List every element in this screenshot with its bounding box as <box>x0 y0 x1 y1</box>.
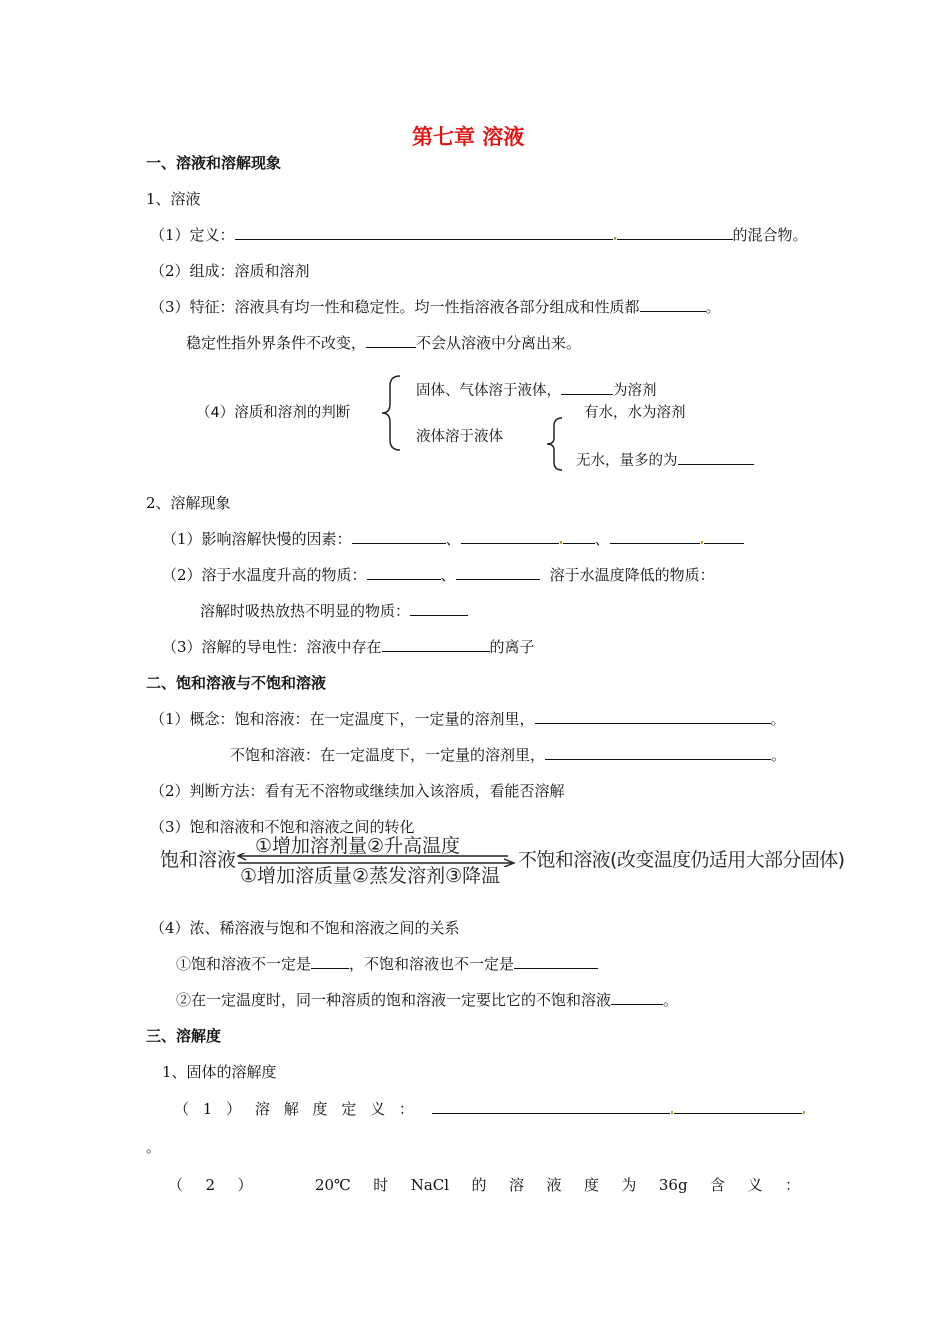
char: 20℃ <box>314 1176 351 1194</box>
blank-field[interactable] <box>311 954 349 969</box>
char: 义 <box>370 1100 386 1118</box>
temp-rise-text: （2）溶于水温度升高的物质： <box>162 566 367 584</box>
blank-field[interactable] <box>235 225 613 240</box>
blank-field[interactable] <box>456 565 540 580</box>
brace-outer-icon <box>378 374 408 452</box>
separator: 、 <box>440 566 456 584</box>
gas-solid-text-b: 为溶剂 <box>613 383 657 399</box>
no-water-line <box>576 450 754 471</box>
concept-saturated-line <box>150 709 786 729</box>
concept-unsaturated-text: 不饱和溶液：在一定温度下，一定量的溶剂里， <box>230 746 546 764</box>
char: 的 <box>471 1176 487 1194</box>
char: ） <box>237 1176 253 1194</box>
solubility-definition-label <box>174 1099 414 1119</box>
feature-text: （3）特征：溶液具有均一性和稳定性。均一性指溶液各部分组成和性质都 <box>150 298 640 316</box>
temperature-line <box>162 565 715 585</box>
subheading-dissolution: 2、溶解现象 <box>146 494 231 512</box>
gas-solid-line <box>416 380 657 401</box>
nacl-meaning-line <box>168 1175 800 1195</box>
feature-end: 。 <box>705 298 721 316</box>
blank-field[interactable] <box>704 529 744 544</box>
char: ） <box>226 1100 242 1118</box>
stability-text-b: 不会从溶液中分离出来。 <box>416 334 582 352</box>
formula-left: 饱和溶液 <box>160 849 237 871</box>
blank-field[interactable] <box>382 637 490 652</box>
dot-mark <box>560 541 562 544</box>
dot-mark <box>803 1111 805 1114</box>
char: NaCl <box>410 1176 450 1194</box>
char: 度 <box>583 1176 599 1194</box>
relation-line-1 <box>176 954 598 974</box>
char: ： <box>784 1176 800 1194</box>
relation-2-text-b: 。 <box>663 991 679 1009</box>
dot-mark <box>614 237 616 240</box>
factors-line <box>162 529 744 549</box>
char: 义 <box>747 1176 763 1194</box>
solubility-definition-end: 。 <box>146 1138 162 1156</box>
concept-unsaturated-line <box>230 745 786 765</box>
blank-field[interactable] <box>410 601 468 616</box>
dot-mark <box>671 1111 673 1114</box>
composition-line: （2）组成：溶质和溶剂 <box>150 262 310 280</box>
section-heading-2: 二、饱和溶液与不饱和溶液 <box>146 674 327 692</box>
solubility-definition-blanks <box>432 1099 806 1119</box>
temp-neutral-line <box>200 601 468 621</box>
definition-line <box>150 225 808 245</box>
char: （ <box>174 1100 190 1118</box>
char: 液 <box>546 1176 562 1194</box>
blank-field[interactable] <box>611 990 663 1005</box>
dot-mark <box>701 541 703 544</box>
blank-field[interactable] <box>640 297 706 312</box>
period: 。 <box>770 710 786 728</box>
char: 2 <box>205 1176 216 1194</box>
relation-line-2 <box>176 990 678 1010</box>
stability-text-a: 稳定性指外界条件不改变， <box>186 334 367 352</box>
char: 36g <box>658 1176 688 1194</box>
formula-right: 不饱和溶液(改变温度仍适用大部分固体) <box>518 849 845 871</box>
blank-field[interactable] <box>617 225 733 240</box>
section-heading-3: 三、溶解度 <box>146 1027 222 1045</box>
conductivity-line <box>162 637 535 657</box>
char: 时 <box>373 1176 389 1194</box>
section-heading-1: 一、溶液和溶解现象 <box>146 154 282 172</box>
relation-heading: （4）浓、稀溶液与饱和不饱和溶液之间的关系 <box>150 919 460 937</box>
judge-method-line: （2）判断方法：看有无不溶物或继续加入该溶质，看能否溶解 <box>150 782 565 800</box>
blank-field[interactable] <box>678 450 754 465</box>
no-water-text: 无水，量多的为 <box>576 453 678 469</box>
blank-field[interactable] <box>563 529 595 544</box>
stability-line <box>186 333 581 353</box>
blank-field[interactable] <box>514 954 598 969</box>
separator: 、 <box>594 530 610 548</box>
factors-text: （1）影响溶解快慢的因素： <box>162 530 352 548</box>
definition-label: （1）定义： <box>150 226 235 244</box>
char: 溶 <box>254 1100 270 1118</box>
temp-neutral-text: 溶解时吸热放热不明显的物质： <box>200 602 411 620</box>
relation-2-text-a: ②在一定温度时，同一种溶质的饱和溶液一定要比它的不饱和溶液 <box>176 991 612 1009</box>
concept-saturated-text: （1）概念：饱和溶液：在一定温度下，一定量的溶剂里， <box>150 710 535 728</box>
blank-field[interactable] <box>461 529 559 544</box>
conversion-heading: （3）饱和溶液和不饱和溶液之间的转化 <box>150 818 415 836</box>
subheading-solid-solubility: 1、固体的溶解度 <box>162 1063 277 1081</box>
subheading-solution: 1、溶液 <box>146 190 201 208</box>
blank-field[interactable] <box>674 1099 802 1114</box>
feature-line <box>150 297 721 317</box>
char: （ <box>168 1176 184 1194</box>
blank-field[interactable] <box>366 333 416 348</box>
relation-1-text-a: ①饱和溶液不一定是 <box>176 955 312 973</box>
blank-field[interactable] <box>432 1099 670 1114</box>
liquid-liquid-label: 液体溶于液体 <box>416 429 503 445</box>
char: 度 <box>312 1100 328 1118</box>
period: 。 <box>771 746 787 764</box>
char: 定 <box>341 1100 357 1118</box>
formula-top-condition: ①增加溶剂量②升高温度 <box>255 835 461 857</box>
conductivity-text-b: 的离子 <box>489 638 535 656</box>
char: 解 <box>283 1100 299 1118</box>
formula-bottom-condition: ①增加溶质量②蒸发溶剂③降温 <box>240 865 501 887</box>
blank-field[interactable] <box>610 529 700 544</box>
brace-inner-icon <box>542 416 568 472</box>
temp-drop-text: 溶于水温度降低的物质： <box>549 566 715 584</box>
conductivity-text-a: （3）溶解的导电性：溶液中存在 <box>162 638 382 656</box>
blank-field[interactable] <box>535 709 771 724</box>
with-water-line: 有水，水为溶剂 <box>584 405 686 421</box>
separator: 、 <box>445 530 461 548</box>
blank-field[interactable] <box>545 745 771 760</box>
relation-1-text-b: ，不饱和溶液也不一定是 <box>349 955 515 973</box>
char: ： <box>398 1100 414 1118</box>
blank-field[interactable] <box>367 565 441 580</box>
gas-solid-text-a: 固体、气体溶于液体， <box>416 383 561 399</box>
page-title: 第七章 溶液 <box>412 125 525 149</box>
blank-field[interactable] <box>561 380 613 395</box>
judgement-label: （4）溶质和溶剂的判断 <box>196 405 351 421</box>
char: 含 <box>710 1176 726 1194</box>
char: 1 <box>202 1100 213 1118</box>
char: 溶 <box>509 1176 525 1194</box>
blank-field[interactable] <box>352 529 446 544</box>
definition-end: 的混合物。 <box>732 226 808 244</box>
char: 为 <box>621 1176 637 1194</box>
